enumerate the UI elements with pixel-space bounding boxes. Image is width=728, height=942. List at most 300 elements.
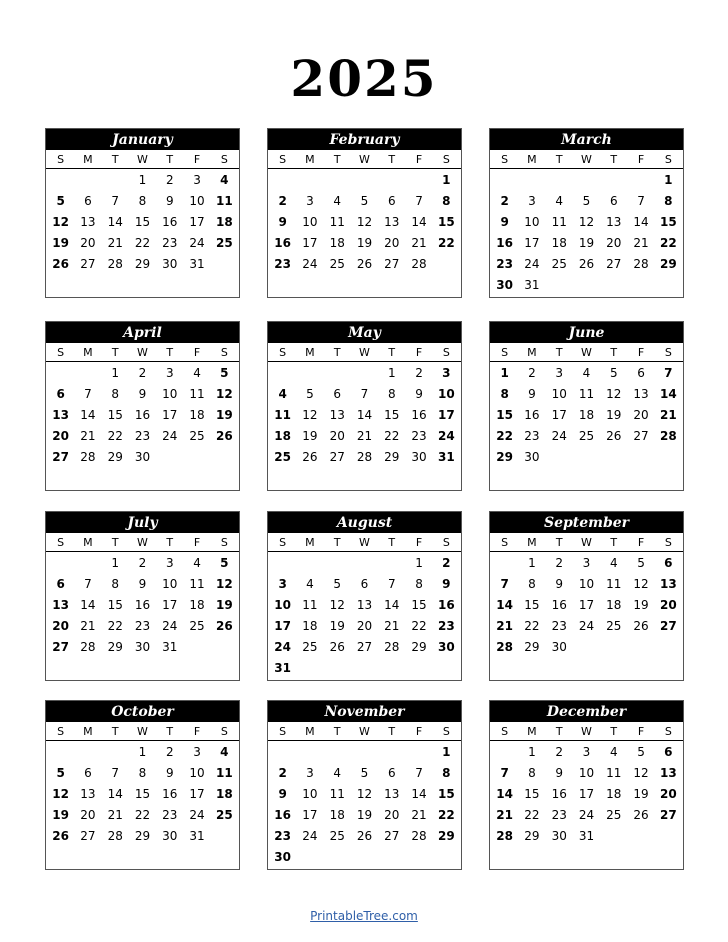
month-title: February [268, 129, 461, 150]
day-cell: 23 [411, 429, 427, 443]
day-cell: 17 [302, 808, 318, 822]
day-cell: 3 [278, 577, 287, 591]
weekday-label: S [57, 153, 65, 166]
day-cell: 7 [500, 766, 509, 780]
day-cell: 10 [578, 577, 595, 591]
day-cell: 2 [138, 366, 147, 380]
day-cell: 22 [411, 619, 427, 633]
day-cell: 29 [107, 640, 123, 654]
empty-cell [296, 553, 323, 574]
month-title: May [268, 322, 461, 343]
day-cell: 23 [524, 429, 540, 443]
day-cell: 11 [189, 387, 205, 401]
day-cell: 31 [162, 640, 178, 654]
day-cell: 20 [633, 408, 649, 422]
empty-cell [351, 170, 378, 191]
weekday-header-row [268, 533, 461, 552]
day-cell: 20 [384, 808, 400, 822]
day-cell: 8 [387, 387, 396, 401]
day-cell: 2 [138, 556, 147, 570]
day-cell: 29 [438, 829, 455, 843]
day-cell: 3 [165, 366, 174, 380]
day-cell: 15 [107, 598, 123, 612]
empty-cell [269, 742, 296, 763]
weekday-header-row [268, 343, 461, 362]
day-cell: 17 [524, 236, 540, 250]
day-cell: 5 [333, 577, 342, 591]
empty-cell [600, 170, 627, 191]
day-cell: 18 [302, 619, 318, 633]
weekday-label: W [137, 536, 148, 549]
day-cell: 17 [274, 619, 291, 633]
weekday-label: T [555, 153, 563, 166]
year-title: 2025 [290, 49, 438, 108]
day-cell: 11 [329, 215, 345, 229]
day-cell: 2 [528, 366, 536, 380]
day-cell: 17 [578, 598, 595, 612]
day-cell: 6 [56, 577, 65, 591]
weekday-label: M [305, 153, 315, 166]
day-cell: 20 [660, 787, 677, 801]
day-cell: 4 [333, 766, 342, 780]
day-cell: 16 [274, 808, 291, 822]
day-cell: 23 [134, 429, 151, 443]
day-cell: 3 [555, 366, 564, 380]
day-cell: 15 [438, 215, 455, 229]
day-cell: 7 [111, 194, 120, 208]
empty-cell [102, 170, 129, 191]
day-cell: 5 [306, 387, 314, 401]
weekday-label: W [359, 536, 370, 549]
day-cell: 20 [329, 429, 345, 443]
month-title: October [46, 701, 239, 722]
weekday-label: T [333, 536, 341, 549]
weekday-label: M [83, 153, 93, 166]
weekday-header-row [490, 343, 683, 362]
day-cell: 9 [500, 215, 509, 229]
month-june [489, 321, 684, 491]
day-cell: 30 [162, 829, 178, 843]
day-cell: 1 [111, 556, 120, 570]
day-cell: 26 [329, 640, 345, 654]
day-cell: 18 [329, 808, 345, 822]
day-cell: 2 [555, 556, 564, 570]
day-cell: 5 [56, 766, 65, 780]
day-cell: 11 [274, 408, 291, 422]
day-cell: 14 [660, 387, 677, 401]
day-cell: 10 [302, 215, 318, 229]
day-cell: 4 [193, 556, 201, 570]
weekday-header-row [490, 722, 683, 741]
day-cell: 17 [162, 408, 178, 422]
weekday-label: W [581, 346, 592, 359]
empty-cell [47, 170, 74, 191]
month-may [267, 321, 462, 491]
day-cell: 11 [606, 577, 622, 591]
weekday-label: S [664, 153, 672, 166]
day-cell: 6 [56, 387, 65, 401]
day-cell: 3 [582, 745, 591, 759]
day-cell: 13 [356, 598, 373, 612]
weekday-label: F [415, 725, 423, 738]
day-cell: 1 [111, 366, 120, 380]
day-cell: 23 [496, 257, 513, 271]
day-cell: 9 [528, 387, 536, 401]
day-cell: 17 [189, 215, 205, 229]
day-cell: 13 [660, 766, 677, 780]
day-cell: 30 [274, 850, 291, 864]
day-cell: 15 [524, 787, 540, 801]
day-cell: 21 [356, 429, 373, 443]
day-cell: 12 [633, 766, 649, 780]
day-cell: 10 [274, 598, 291, 612]
weekday-label: T [388, 153, 396, 166]
day-cell: 19 [356, 808, 373, 822]
day-cell: 30 [134, 640, 151, 654]
day-cell: 27 [80, 257, 96, 271]
month-title: September [490, 512, 683, 533]
day-cell: 20 [52, 619, 69, 633]
day-cell: 25 [216, 808, 233, 822]
day-cell: 8 [111, 577, 120, 591]
weekday-header-row [268, 722, 461, 741]
day-cell: 14 [411, 787, 427, 801]
day-cell: 26 [606, 429, 622, 443]
weekday-label: S [220, 536, 228, 549]
weekday-header-row [490, 150, 683, 169]
day-grid [46, 170, 239, 275]
weekday-label: M [83, 346, 93, 359]
day-cell: 5 [609, 366, 618, 380]
day-cell: 27 [660, 619, 677, 633]
day-cell: 7 [360, 387, 369, 401]
month-november [267, 700, 462, 870]
weekday-label: F [193, 536, 201, 549]
day-cell: 4 [609, 556, 618, 570]
weekday-label: S [664, 725, 672, 738]
day-cell: 10 [189, 194, 205, 208]
weekday-header-row [46, 533, 239, 552]
empty-cell [491, 170, 518, 191]
footer-link[interactable]: PrintableTree.com [310, 909, 418, 923]
day-cell: 13 [606, 215, 622, 229]
day-cell: 9 [165, 766, 174, 780]
day-cell: 31 [438, 450, 455, 464]
day-cell: 21 [496, 619, 513, 633]
day-cell: 5 [220, 366, 229, 380]
day-cell: 8 [500, 387, 509, 401]
month-april [45, 321, 240, 491]
day-cell: 26 [302, 450, 318, 464]
day-cell: 3 [306, 766, 314, 780]
day-cell: 4 [278, 387, 287, 401]
day-cell: 17 [438, 408, 455, 422]
day-cell: 17 [162, 598, 178, 612]
month-march [489, 128, 684, 298]
weekday-label: F [193, 153, 201, 166]
weekday-label: M [527, 536, 537, 549]
day-cell: 14 [384, 598, 400, 612]
day-cell: 8 [442, 766, 451, 780]
day-cell: 19 [52, 236, 69, 250]
day-cell: 9 [415, 387, 423, 401]
day-cell: 17 [302, 236, 318, 250]
day-cell: 23 [134, 619, 151, 633]
day-cell: 21 [384, 619, 400, 633]
empty-cell [378, 742, 405, 763]
day-grid [268, 742, 461, 868]
weekday-header-row [268, 150, 461, 169]
day-cell: 18 [216, 215, 233, 229]
day-cell: 22 [660, 236, 677, 250]
day-cell: 18 [606, 787, 622, 801]
day-cell: 8 [528, 766, 536, 780]
day-cell: 1 [528, 745, 536, 759]
day-cell: 15 [660, 215, 677, 229]
empty-cell [378, 170, 405, 191]
day-cell: 9 [442, 577, 451, 591]
weekday-label: S [220, 725, 228, 738]
day-cell: 28 [80, 640, 96, 654]
weekday-label: T [166, 725, 174, 738]
day-cell: 14 [107, 215, 123, 229]
day-cell: 13 [384, 215, 400, 229]
empty-cell [324, 742, 351, 763]
day-cell: 9 [138, 577, 147, 591]
weekday-label: S [664, 536, 672, 549]
day-cell: 2 [278, 766, 287, 780]
day-cell: 19 [329, 619, 345, 633]
day-cell: 7 [111, 766, 120, 780]
day-cell: 9 [555, 577, 564, 591]
weekday-label: W [359, 725, 370, 738]
day-cell: 26 [356, 829, 373, 843]
weekday-label: T [111, 153, 119, 166]
day-cell: 21 [660, 408, 677, 422]
empty-cell [74, 363, 101, 384]
weekday-label: M [527, 346, 537, 359]
day-cell: 2 [555, 745, 564, 759]
day-cell: 5 [637, 745, 645, 759]
month-september [489, 511, 684, 681]
day-cell: 4 [333, 194, 342, 208]
weekday-label: S [279, 153, 287, 166]
day-cell: 25 [302, 640, 318, 654]
day-cell: 27 [52, 640, 69, 654]
day-cell: 19 [578, 236, 595, 250]
day-cell: 24 [578, 808, 595, 822]
day-cell: 11 [578, 387, 595, 401]
month-title: December [490, 701, 683, 722]
day-cell: 25 [551, 257, 567, 271]
day-cell: 23 [274, 829, 291, 843]
empty-cell [102, 742, 129, 763]
day-cell: 13 [384, 787, 400, 801]
day-cell: 5 [582, 194, 591, 208]
weekday-header-row [46, 343, 239, 362]
day-cell: 6 [609, 194, 618, 208]
day-cell: 24 [578, 619, 595, 633]
day-grid [46, 363, 239, 468]
day-cell: 18 [189, 598, 205, 612]
day-cell: 24 [302, 257, 318, 271]
day-cell: 9 [138, 387, 147, 401]
weekday-label: T [166, 536, 174, 549]
day-cell: 15 [134, 787, 151, 801]
day-cell: 7 [387, 577, 396, 591]
weekday-label: S [442, 725, 450, 738]
day-cell: 16 [496, 236, 513, 250]
day-cell: 29 [524, 640, 540, 654]
weekday-label: T [610, 725, 618, 738]
day-cell: 24 [162, 619, 178, 633]
weekday-label: S [57, 536, 65, 549]
weekday-label: M [83, 725, 93, 738]
day-cell: 25 [274, 450, 291, 464]
day-cell: 29 [107, 450, 123, 464]
day-cell: 21 [107, 808, 123, 822]
day-cell: 26 [216, 429, 233, 443]
weekday-label: T [111, 346, 119, 359]
day-cell: 24 [524, 257, 540, 271]
weekday-label: T [333, 153, 341, 166]
weekday-label: F [193, 725, 201, 738]
month-title: November [268, 701, 461, 722]
weekday-label: M [305, 725, 315, 738]
day-cell: 21 [633, 236, 649, 250]
day-cell: 8 [138, 194, 147, 208]
day-grid [490, 553, 683, 658]
day-cell: 1 [500, 366, 509, 380]
day-cell: 16 [438, 598, 455, 612]
day-cell: 6 [387, 766, 396, 780]
day-cell: 1 [138, 745, 147, 759]
day-cell: 27 [384, 257, 400, 271]
day-cell: 1 [387, 366, 396, 380]
month-title: August [268, 512, 461, 533]
day-cell: 9 [555, 766, 564, 780]
day-cell: 15 [438, 787, 455, 801]
day-cell: 9 [278, 215, 287, 229]
month-february [267, 128, 462, 298]
day-cell: 7 [637, 194, 645, 208]
weekday-header-row [490, 533, 683, 552]
day-cell: 27 [356, 640, 373, 654]
day-cell: 28 [411, 829, 427, 843]
day-grid [268, 553, 461, 679]
weekday-label: M [305, 536, 315, 549]
empty-cell [47, 553, 74, 574]
empty-cell [74, 170, 101, 191]
weekday-label: T [610, 346, 618, 359]
day-cell: 14 [496, 787, 513, 801]
month-title: June [490, 322, 683, 343]
weekday-label: S [501, 536, 509, 549]
empty-cell [351, 363, 378, 384]
day-cell: 12 [606, 387, 622, 401]
weekday-label: S [442, 536, 450, 549]
day-cell: 21 [411, 808, 427, 822]
weekday-label: S [57, 725, 65, 738]
day-cell: 17 [189, 787, 205, 801]
day-cell: 22 [496, 429, 513, 443]
day-cell: 12 [356, 215, 373, 229]
weekday-label: F [193, 346, 201, 359]
weekday-label: S [442, 346, 450, 359]
day-cell: 28 [356, 450, 373, 464]
day-cell: 10 [524, 215, 540, 229]
empty-cell [269, 553, 296, 574]
day-cell: 25 [329, 829, 345, 843]
day-cell: 18 [551, 236, 567, 250]
day-cell: 11 [216, 194, 233, 208]
weekday-label: T [555, 725, 563, 738]
day-cell: 6 [84, 194, 92, 208]
weekday-label: W [137, 725, 148, 738]
day-cell: 18 [329, 236, 345, 250]
day-cell: 23 [162, 236, 178, 250]
day-cell: 28 [660, 429, 677, 443]
day-cell: 12 [356, 787, 373, 801]
day-cell: 27 [80, 829, 96, 843]
day-cell: 18 [606, 598, 622, 612]
day-cell: 9 [165, 194, 174, 208]
day-cell: 20 [52, 429, 69, 443]
day-cell: 6 [664, 745, 673, 759]
empty-cell [518, 170, 545, 191]
day-cell: 21 [496, 808, 513, 822]
day-cell: 4 [220, 745, 229, 759]
day-grid [490, 363, 683, 468]
day-cell: 3 [165, 556, 174, 570]
day-cell: 3 [306, 194, 314, 208]
day-grid [46, 553, 239, 658]
month-title: January [46, 129, 239, 150]
day-cell: 23 [551, 808, 567, 822]
day-cell: 12 [52, 215, 69, 229]
day-cell: 1 [664, 173, 673, 187]
weekday-label: S [501, 725, 509, 738]
weekday-label: S [501, 346, 509, 359]
day-cell: 24 [189, 808, 205, 822]
day-cell: 7 [500, 577, 509, 591]
day-cell: 14 [80, 598, 96, 612]
weekday-label: M [527, 725, 537, 738]
day-cell: 14 [107, 787, 123, 801]
weekday-label: M [527, 153, 537, 166]
day-cell: 11 [189, 577, 205, 591]
day-cell: 21 [411, 236, 427, 250]
day-cell: 28 [384, 640, 400, 654]
empty-cell [324, 363, 351, 384]
day-cell: 16 [551, 598, 567, 612]
empty-cell [47, 742, 74, 763]
day-cell: 18 [189, 408, 205, 422]
day-cell: 20 [80, 236, 96, 250]
day-cell: 27 [52, 450, 69, 464]
empty-cell [269, 363, 296, 384]
day-cell: 3 [442, 366, 451, 380]
day-cell: 1 [528, 556, 536, 570]
weekday-label: T [166, 346, 174, 359]
weekday-label: W [581, 725, 592, 738]
day-cell: 3 [582, 556, 591, 570]
weekday-label: S [664, 346, 672, 359]
day-cell: 28 [633, 257, 649, 271]
day-cell: 24 [302, 829, 318, 843]
empty-cell [324, 553, 351, 574]
day-cell: 14 [356, 408, 373, 422]
